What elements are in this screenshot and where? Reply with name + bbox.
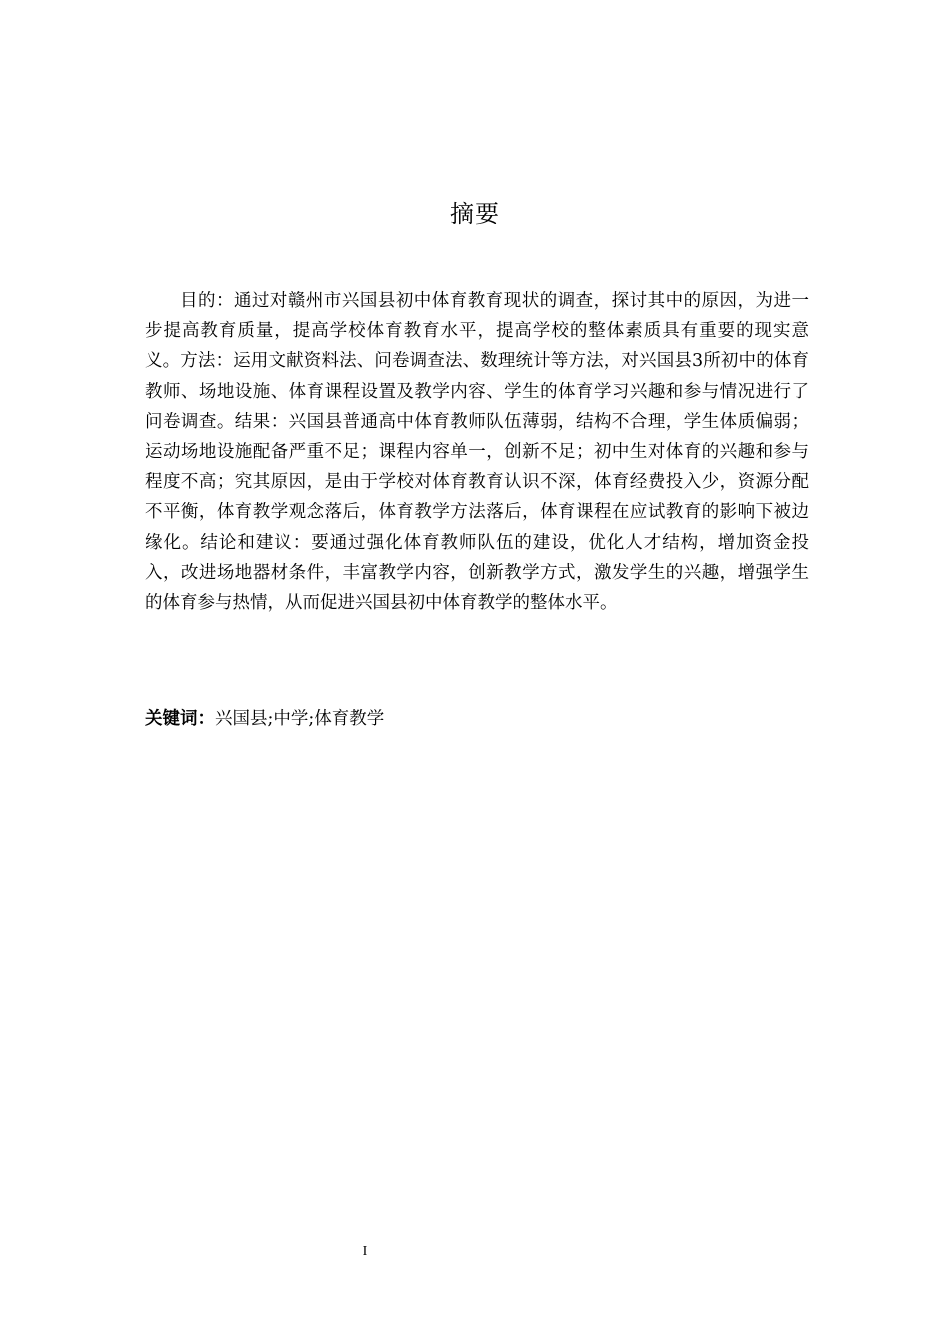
- keywords-label: 关键词：: [145, 709, 215, 729]
- abstract-paragraph: 目的：通过对赣州市兴国县初中体育教育现状的调查，探讨其中的原因，为进一步提高教育质量，提高学校体育教育水平，提高学校的整体素质具有重要的现实意义。方法：运用文献资料法、问卷调查法、数理统计等方法，对兴国县3所初中的体育教师、场地设施、体育课程设置及教学内容、学生的体育学习兴趣和参与情况进行了问卷调查。结果：兴国县普通高中体育教师队伍薄弱，结构不合理，学生体质偏弱；运动场地设施配备严重不足；课程内容单一，创新不足；初中生对体育的兴趣和参与程度不高；究其原因，是由于学校对体育教育认识不深，体育经费投入少，资源分配不平衡，体育教学观念落后，体育教学方法落后，体育课程在应试教育的影响下被边缘化。结论和建议：要通过强化体育教师队伍的建设，优化人才结构，增加资金投入，改进场地器材条件，丰富教学内容，创新教学方式，激发学生的兴趣，增强学生的体育参与热情，从而促进兴国县初中体育教学的整体水平。: [145, 291, 809, 614]
- keywords-value: 兴国县;中学;体育教学: [215, 709, 385, 729]
- abstract-title: 摘要: [450, 200, 500, 228]
- keywords-line: [145, 704, 809, 734]
- page-number: I: [362, 1244, 368, 1259]
